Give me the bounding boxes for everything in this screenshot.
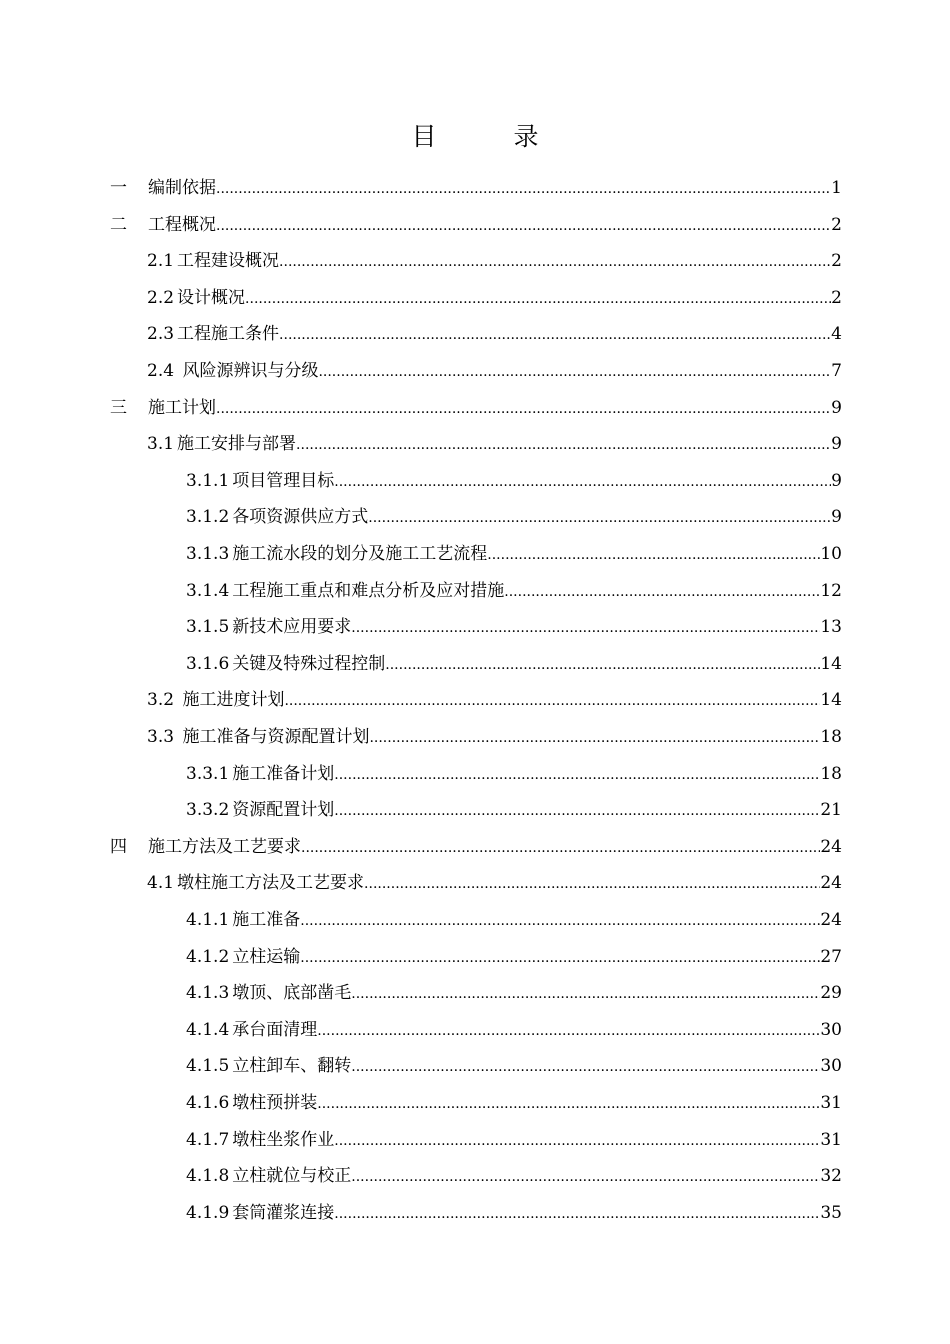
toc-entry-number: 二 [110,214,127,235]
toc-entry[interactable] [147,353,842,389]
toc-entry-number: 3.1.2 [186,507,230,528]
toc-entry-title: 立柱运输 [232,946,301,967]
toc-entry-title: 新技术应用要求 [232,617,352,638]
toc-dot-leader [334,1123,820,1159]
toc-entry-number: 4.1.3 [186,983,230,1004]
toc-entry-title: 施工安排与部署 [177,434,297,455]
toc-entry-page-number: 1 [831,178,842,198]
toc-entry-title: 套筒灌浆连接 [232,1202,335,1223]
toc-dot-leader [317,1013,820,1049]
toc-entry-page-number: 24 [820,836,842,857]
toc-entry[interactable] [147,280,842,316]
toc-entry-page-number: 31 [820,1129,842,1150]
toc-entry-page-number: 9 [831,507,842,528]
toc-entry[interactable] [186,609,842,645]
toc-entry-number: 3.3.1 [186,763,230,784]
toc-entry[interactable] [186,1048,842,1084]
toc-entry[interactable] [186,1158,842,1194]
toc-entry[interactable] [186,1122,842,1158]
toc-entry-title: 关键及特殊过程控制 [232,653,386,674]
toc-entry-page-number: 9 [831,470,842,491]
toc-entry-page-number: 21 [820,800,842,821]
toc-dot-leader [301,830,820,866]
toc-entry-number: 一 [110,178,127,198]
toc-entry[interactable] [110,829,842,865]
toc-dot-leader [504,574,820,610]
toc-dot-leader [364,866,820,902]
toc-entry-page-number: 9 [831,434,842,455]
toc-entry[interactable] [147,426,842,462]
toc-dot-leader [216,171,831,207]
toc-entry-page-number: 18 [820,727,842,747]
toc-entry[interactable] [110,207,842,243]
toc-dot-leader [334,1196,820,1232]
toc-entry-number: 4.1 [147,873,175,894]
toc-entry-page-number: 27 [820,946,842,967]
toc-entry-number: 四 [110,836,127,857]
toc-entry-title: 墩柱预拼装 [232,1093,318,1113]
toc-entry-number: 三 [110,397,127,418]
toc-dot-leader [351,610,820,646]
toc-entry[interactable] [147,243,842,279]
toc-entry[interactable] [147,719,842,755]
toc-dot-leader [369,720,820,756]
toc-entry-number: 3.1 [147,434,175,455]
toc-dot-leader [279,317,831,353]
toc-entry[interactable] [186,463,842,499]
toc-entry-number: 2.4 [147,361,175,381]
toc-dot-leader [487,537,820,573]
toc-entry-title: 资源配置计划 [232,800,335,821]
toc-entry-title: 施工准备与资源配置计划 [177,727,370,747]
toc-entry-title: 工程施工条件 [177,324,280,345]
toc-entry-page-number: 10 [820,544,842,564]
toc-entry[interactable] [110,390,842,426]
toc-entry-title: 施工流水段的划分及施工工艺流程 [232,544,488,564]
toc-dot-leader [334,757,820,793]
toc-entry-number: 3.3.2 [186,800,230,821]
toc-entry-title: 各项资源供应方式 [232,507,369,528]
toc-entry-title: 设计概况 [177,287,246,308]
toc-entry-number: 4.1.1 [186,910,230,930]
toc-entry-page-number: 24 [820,873,842,894]
toc-entry-page-number: 31 [820,1093,842,1113]
toc-entry-title: 墩顶、底部凿毛 [232,983,352,1004]
toc-entry[interactable] [186,536,842,572]
toc-entry-page-number: 18 [820,763,842,784]
toc-entry-number: 2.3 [147,324,175,345]
toc-dot-leader [351,1049,820,1085]
toc-entry[interactable] [186,499,842,535]
toc-entry[interactable] [186,573,842,609]
toc-dot-leader [368,500,831,536]
toc-entry[interactable] [147,865,842,901]
toc-entry-title: 立柱就位与校正 [232,1166,352,1187]
toc-entry-title: 施工计划 [148,397,216,418]
toc-entry[interactable] [147,682,842,718]
toc-entry[interactable] [186,1195,842,1231]
toc-entry[interactable] [186,902,842,938]
toc-entry-title: 工程建设概况 [177,251,280,272]
toc-entry-page-number: 14 [820,690,842,711]
toc-entry-title: 施工方法及工艺要求 [148,836,301,857]
toc-entry-number: 4.1.7 [186,1129,230,1150]
toc-entry-title: 风险源辨识与分级 [177,361,319,381]
toc-entry-page-number: 7 [831,361,842,381]
toc-entry-title: 墩柱施工方法及工艺要求 [177,873,365,894]
toc-dot-leader [216,208,831,244]
toc-entry-page-number: 13 [820,617,842,638]
toc-entry-number: 2.1 [147,251,175,272]
toc-dot-leader [300,903,820,939]
toc-entry[interactable] [110,170,842,206]
toc-dot-leader [216,391,831,427]
toc-entry-page-number: 30 [820,1019,842,1040]
toc-entry-page-number: 9 [831,397,842,418]
toc-entry-title: 施工准备计划 [232,763,335,784]
toc-entry-number: 3.1.1 [186,470,230,491]
toc-entry-number: 3.3 [147,727,175,747]
toc-entry-number: 3.1.5 [186,617,230,638]
toc-dot-leader [385,647,820,683]
toc-entry-number: 4.1.2 [186,946,230,967]
toc-entry-number: 3.1.6 [186,653,230,674]
toc-entry-number: 3.1.3 [186,544,230,564]
toc-dot-leader [284,683,820,719]
toc-dot-leader [334,464,831,500]
toc-entry-title: 编制依据 [148,178,216,198]
toc-entry-page-number: 35 [820,1202,842,1223]
toc-entry[interactable] [186,939,842,975]
toc-entry-number: 4.1.8 [186,1166,230,1187]
toc-entry-page-number: 30 [820,1056,842,1077]
page-title: 目 录 [411,122,565,151]
toc-entry-number: 2.2 [147,287,175,308]
toc-entry-number: 3.2 [147,690,175,711]
toc-entry-title: 立柱卸车、翻转 [232,1056,352,1077]
toc-entry-page-number: 2 [831,251,842,272]
toc-entry-title: 墩柱坐浆作业 [232,1129,335,1150]
toc-entry-title: 项目管理目标 [232,470,335,491]
toc-dot-leader [351,976,820,1012]
toc-entry-number: 4.1.9 [186,1202,230,1223]
toc-entry-number: 4.1.5 [186,1056,230,1077]
toc-entry[interactable] [147,316,842,352]
toc-entry-page-number: 2 [831,287,842,308]
toc-dot-leader [334,793,820,829]
toc-entry-page-number: 12 [820,580,842,601]
toc-entry-page-number: 2 [831,214,842,235]
toc-entry-page-number: 4 [831,324,842,345]
toc-entry-title: 施工进度计划 [177,690,285,711]
toc-dot-leader [279,244,831,280]
toc-entry-page-number: 32 [820,1166,842,1187]
toc-entry-title: 工程施工重点和难点分析及应对措施 [232,580,505,601]
toc-entry[interactable] [186,792,842,828]
toc-dot-leader [245,281,831,317]
toc-dot-leader [296,427,831,463]
toc-entry-number: 4.1.4 [186,1019,230,1040]
toc-entry-title: 工程概况 [148,214,216,235]
toc-entry-title: 施工准备 [232,910,301,930]
toc-entry-number: 4.1.6 [186,1093,230,1113]
toc-entry[interactable] [186,646,842,682]
toc-entry[interactable] [186,975,842,1011]
toc-entry-number: 3.1.4 [186,580,230,601]
toc-entry-page-number: 29 [820,983,842,1004]
toc-entry[interactable] [186,1085,842,1121]
toc-dot-leader [318,354,831,390]
toc-entry-page-number: 14 [820,653,842,674]
toc-entry[interactable] [186,756,842,792]
toc-entry-page-number: 24 [820,910,842,930]
toc-dot-leader [351,1159,820,1195]
toc-entry-title: 承台面清理 [232,1019,318,1040]
toc-dot-leader [300,940,820,976]
toc-entry[interactable] [186,1012,842,1048]
toc-dot-leader [317,1086,820,1122]
